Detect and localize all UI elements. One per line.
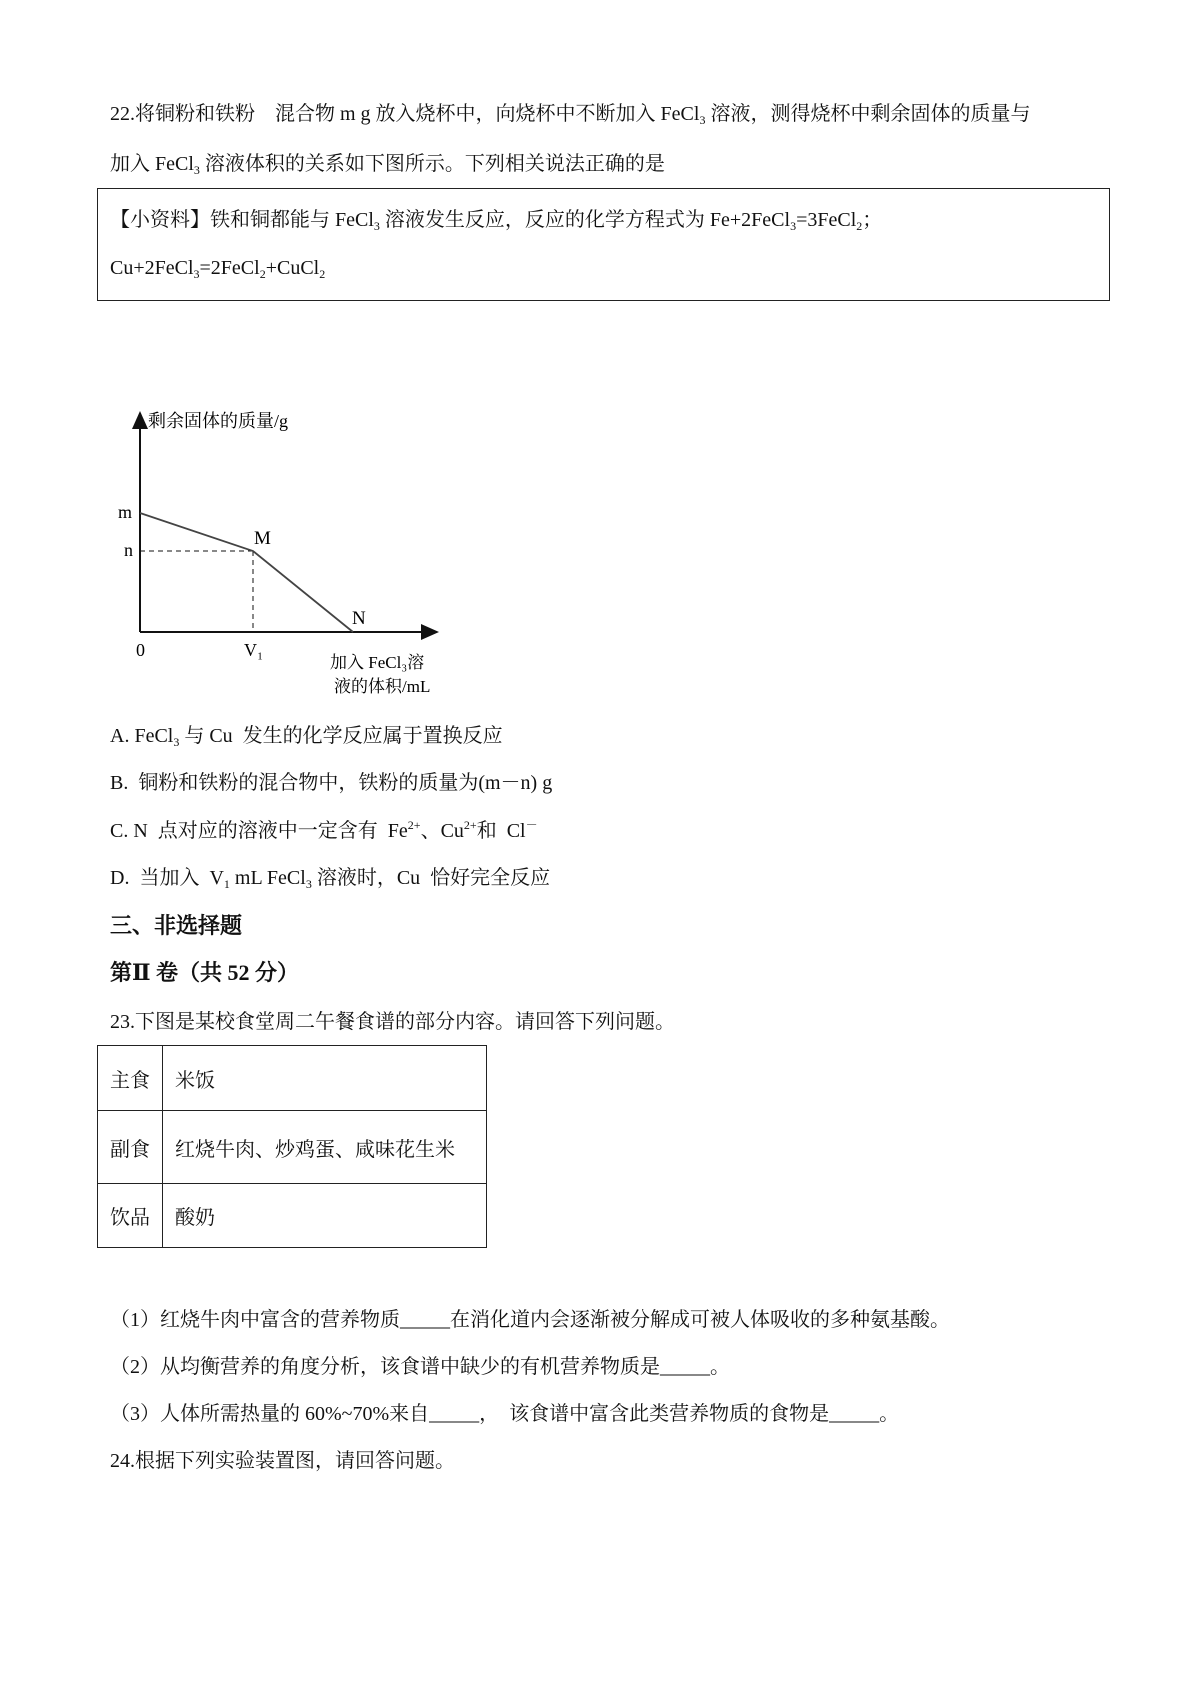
menu-category: 副食 (98, 1111, 163, 1184)
subscript-text: 3 (193, 267, 200, 281)
option-a (110, 724, 503, 748)
option-d (110, 866, 550, 890)
text-segment: C. N 点对应的溶液中一定含有 Fe (110, 820, 408, 842)
table-row (98, 1184, 487, 1248)
text-segment: 【小资料】铁和铜都能与 FeCl (110, 209, 374, 231)
text-segment: ； (862, 209, 883, 231)
subscript-text: 1 (223, 877, 230, 891)
part-heading: 第Ⅱ 卷（共 52 分） (110, 960, 300, 985)
text-segment: 溶液发生反应，反应的化学方程式为 Fe+2FeCl (379, 209, 791, 231)
text-segment: 溶液，测得烧杯中剩余固体的质量与 (705, 103, 1031, 125)
subscript-text: 3 (193, 163, 200, 177)
section-heading: 三、非选择题 (110, 913, 243, 938)
x-axis-label-1: 加入 FeCl₃溶 (330, 653, 425, 672)
text-segment: 、Cu (420, 820, 464, 842)
option-b (110, 771, 552, 795)
text-segment: Cu+2FeCl (110, 257, 194, 279)
supscript-text: 2+ (463, 818, 477, 832)
text-segment: 与 Cu 发生的化学反应属于置换反应 (179, 725, 503, 747)
menu-table (97, 1045, 487, 1248)
text-segment: 溶液时，Cu 恰好完全反应 (311, 867, 551, 889)
mass-volume-chart (0, 0, 1200, 720)
subscript-text: 2 (259, 267, 266, 281)
point-label-N: N (352, 608, 366, 629)
option-c (110, 819, 538, 843)
menu-items: 酸奶 (163, 1184, 487, 1248)
text-segment: B. 铜粉和铁粉的混合物中，铁粉的质量为(m－n) g (110, 772, 553, 794)
origin-label: 0 (136, 640, 145, 660)
subscript-text: 3 (699, 113, 706, 127)
q23-part2: （2）从均衡营养的角度分析，该食谱中缺少的有机营养物质是_____。 (110, 1356, 730, 1378)
y-axis-label: 剩余固体的质量/g (148, 411, 289, 431)
table-row (98, 1111, 487, 1184)
text-segment: 溶液体积的关系如下图所示。下列相关说法正确的是 (199, 153, 665, 175)
text-segment: 加入 FeCl (110, 153, 194, 175)
subscript-text: 2 (319, 267, 326, 281)
q23-part3: （3）人体所需热量的 60%~70%来自_____， 该食谱中富含此类营养物质的食物是_____。 (110, 1403, 900, 1425)
menu-items: 红烧牛肉、炒鸡蛋、咸味花生米 (163, 1111, 487, 1184)
subscript-text: 2 (856, 219, 863, 233)
point-label-M: M (254, 528, 271, 549)
menu-category: 饮品 (98, 1184, 163, 1248)
subscript-text: 3 (790, 219, 797, 233)
y-tick-m: m (118, 502, 133, 522)
data-line (140, 513, 353, 632)
text-segment: 22.将铜粉和铁粉 混合物 m g 放入烧杯中，向烧杯中不断加入 FeCl (110, 103, 700, 125)
subscript-text: 3 (305, 877, 312, 891)
subscript-text: 3 (373, 219, 380, 233)
text-segment: =3FeCl (796, 209, 857, 231)
subscript-text: 3 (173, 735, 180, 749)
text-segment: +CuCl (265, 257, 320, 279)
text-segment: 和 Cl (476, 820, 526, 842)
text-segment: mL FeCl (229, 867, 306, 889)
text-segment: A. FeCl (110, 725, 174, 747)
q23-part1: （1）红烧牛肉中富含的营养物质_____在消化道内会逐渐被分解成可被人体吸收的多种氨基酸。 (110, 1309, 950, 1331)
q23-intro: 23.下图是某校食堂周二午餐食谱的部分内容。请回答下列问题。 (110, 1011, 675, 1033)
supscript-text: 2+ (407, 818, 421, 832)
y-tick-n: n (124, 540, 133, 560)
text-segment: =2FeCl (199, 257, 260, 279)
x-tick-v1: V₁ (244, 640, 264, 660)
supscript-text: － (525, 818, 538, 832)
q24-intro: 24.根据下列实验装置图，请回答问题。 (110, 1450, 455, 1472)
menu-category: 主食 (98, 1046, 163, 1111)
x-axis-label-2: 液的体积/mL (334, 677, 431, 696)
text-segment: D. 当加入 V (110, 867, 224, 889)
table-row (98, 1046, 487, 1111)
menu-items: 米饭 (163, 1046, 487, 1111)
